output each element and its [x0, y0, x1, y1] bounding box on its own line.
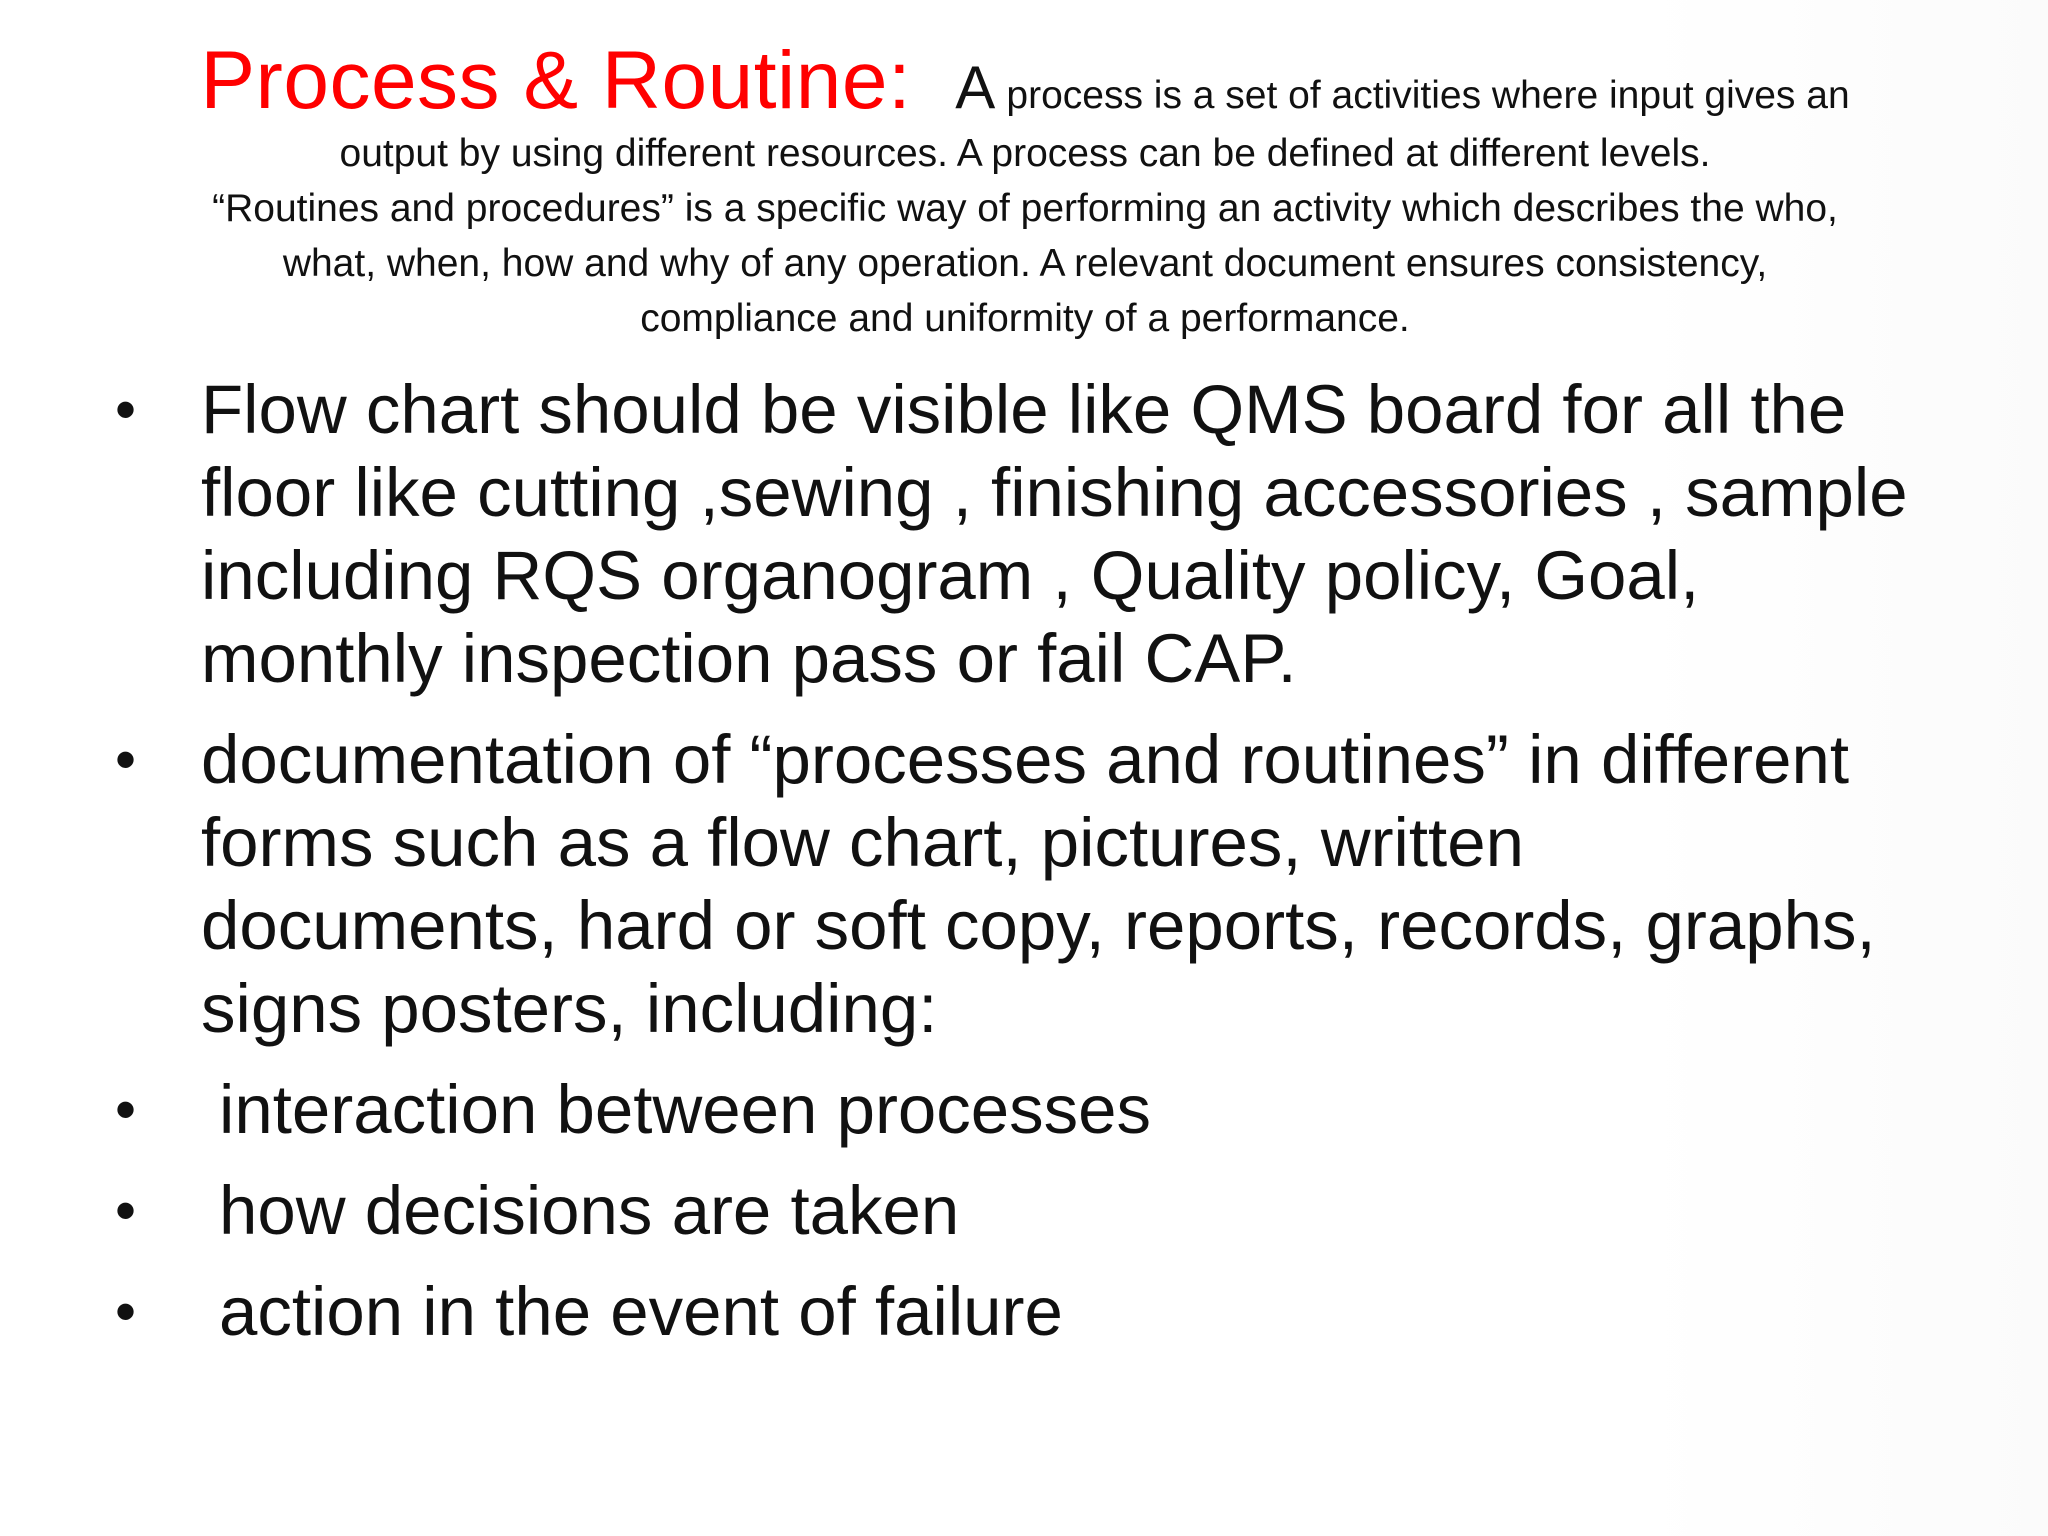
bullet-item-decisions	[115, 1169, 1945, 1252]
bullet-icon: •	[115, 376, 137, 443]
bullet-item-failure	[115, 1270, 1945, 1353]
bullet-list	[115, 368, 1945, 1371]
bullet-text	[201, 718, 1945, 1050]
bullet-icon: •	[115, 1278, 137, 1345]
bullet-line: signs posters, including:	[201, 970, 938, 1047]
bullet-icon: •	[115, 726, 137, 793]
title-block	[130, 36, 1920, 346]
bullet-text: interaction between processes	[219, 1071, 1152, 1148]
bullet-item-flow-chart	[115, 368, 1945, 700]
bullet-line: floor like cutting ,sewing , finishing accessories , sample	[201, 454, 1908, 531]
bullet-item-documentation	[115, 718, 1945, 1050]
intro-line-3: “Routines and procedures” is a specific way of performing an activity which describes the who,	[212, 187, 1838, 230]
bullet-line: forms such as a flow chart, pictures, written	[201, 804, 1524, 881]
bullet-line: including RQS organogram , Quality policy, Goal,	[201, 537, 1700, 614]
intro-line-1: process is a set of activities where input gives an	[1006, 74, 1850, 117]
bullet-line: documentation of “processes and routines” in different	[201, 721, 1850, 798]
title-first-line	[130, 36, 1920, 126]
bullet-icon: •	[115, 1177, 137, 1244]
bullet-item-interaction	[115, 1068, 1945, 1151]
bullet-line: documents, hard or soft copy, reports, records, graphs,	[201, 887, 1876, 964]
intro-lead-letter: A	[955, 54, 996, 121]
bullet-text: action in the event of failure	[219, 1273, 1063, 1350]
bullet-line: Flow chart should be visible like QMS board for all the	[201, 371, 1847, 448]
intro-line-4: what, when, how and why of any operation. A relevant document ensures consistency,	[282, 242, 1768, 285]
bullet-text: how decisions are taken	[219, 1172, 960, 1249]
slide-title: Process & Routine:	[200, 35, 912, 126]
bullet-icon: •	[115, 1076, 137, 1143]
intro-line-5: compliance and uniformity of a performance.	[640, 297, 1410, 340]
bullet-text	[201, 368, 1945, 700]
bullet-line: monthly inspection pass or fail CAP.	[201, 620, 1297, 697]
intro-line-2: output by using different resources. A process can be defined at different levels.	[339, 132, 1711, 175]
